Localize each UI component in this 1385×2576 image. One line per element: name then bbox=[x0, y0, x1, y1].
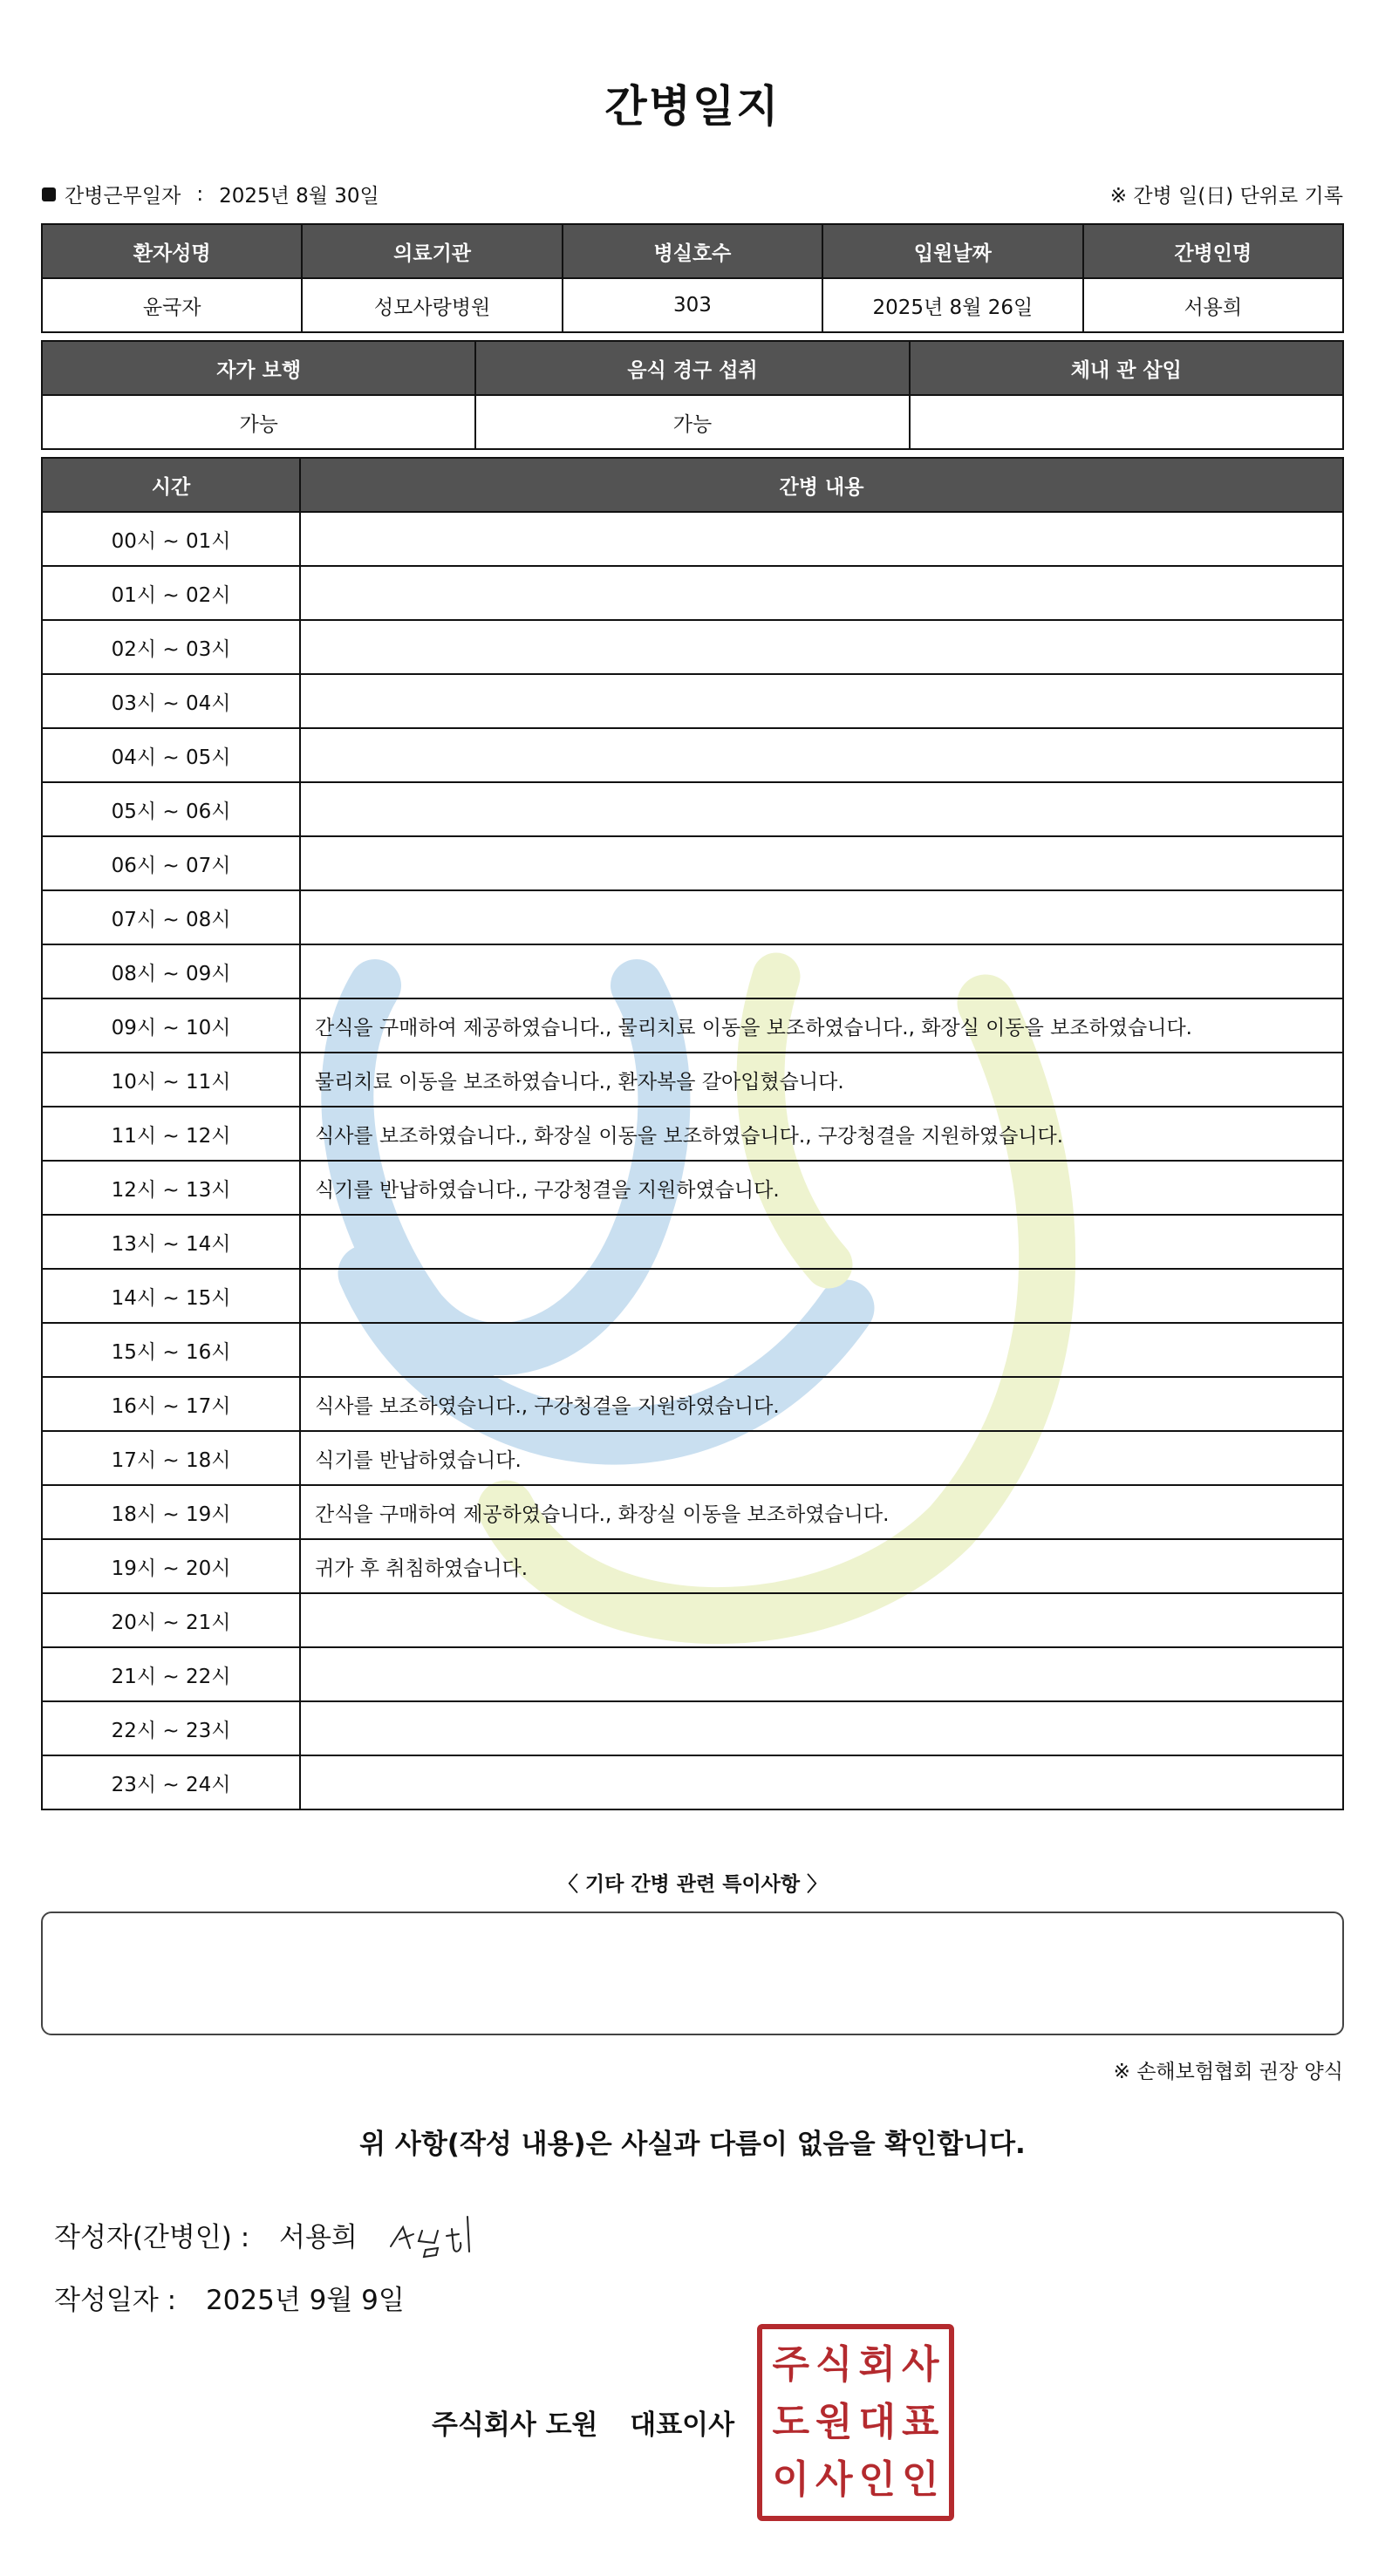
company-name: 주식회사 도원 bbox=[432, 2409, 598, 2441]
time-slot: 04시 ~ 05시 bbox=[42, 728, 300, 782]
time-slot: 05시 ~ 06시 bbox=[42, 782, 300, 836]
writer-line bbox=[54, 2215, 358, 2254]
time-slot: 07시 ~ 08시 bbox=[42, 890, 300, 944]
care-content bbox=[300, 782, 1343, 836]
seal-character: 이 bbox=[772, 2457, 809, 2502]
bullet-square-icon bbox=[42, 187, 56, 201]
seal-character: 사 bbox=[901, 2342, 939, 2387]
table-row bbox=[42, 1215, 1343, 1269]
care-content: 귀가 후 취침하였습니다. bbox=[300, 1539, 1343, 1593]
time-slot: 13시 ~ 14시 bbox=[42, 1215, 300, 1269]
page-title: 간병일지 bbox=[604, 81, 781, 132]
header-care-content: 간병 내용 bbox=[300, 458, 1343, 512]
company-seal-stamp bbox=[757, 2324, 954, 2521]
time-slot: 15시 ~ 16시 bbox=[42, 1323, 300, 1377]
table-row bbox=[42, 620, 1343, 674]
table-row bbox=[42, 566, 1343, 620]
care-content bbox=[300, 890, 1343, 944]
patient-status-table bbox=[41, 340, 1344, 450]
table-row bbox=[42, 1377, 1343, 1431]
work-date bbox=[42, 180, 379, 208]
time-slot: 14시 ~ 15시 bbox=[42, 1269, 300, 1323]
table-row bbox=[42, 1053, 1343, 1107]
time-slot: 11시 ~ 12시 bbox=[42, 1107, 300, 1161]
hospital-name: 성모사랑병원 bbox=[302, 278, 562, 332]
seal-character: 인 bbox=[858, 2457, 896, 2502]
care-content bbox=[300, 1215, 1343, 1269]
table-row bbox=[42, 674, 1343, 728]
care-log-body bbox=[42, 512, 1343, 1809]
care-content: 식사를 보조하였습니다., 화장실 이동을 보조하였습니다., 구강청결을 지원하였습니다. bbox=[300, 1107, 1343, 1161]
care-content: 물리치료 이동을 보조하였습니다., 환자복을 갈아입혔습니다. bbox=[300, 1053, 1343, 1107]
table-row bbox=[42, 1431, 1343, 1485]
table-row bbox=[42, 1161, 1343, 1215]
table-row bbox=[42, 1539, 1343, 1593]
time-slot: 19시 ~ 20시 bbox=[42, 1539, 300, 1593]
writer-name: 서용희 bbox=[279, 2222, 358, 2253]
header-self-walking: 자가 보행 bbox=[42, 341, 475, 395]
written-date-value: 2025년 9월 9일 bbox=[205, 2285, 405, 2316]
header-admission-date: 입원날짜 bbox=[822, 224, 1082, 278]
table-row bbox=[42, 1755, 1343, 1809]
header-time: 시간 bbox=[42, 458, 300, 512]
representative-title: 대표이사 bbox=[630, 2409, 735, 2441]
care-content bbox=[300, 1647, 1343, 1701]
care-content bbox=[300, 1269, 1343, 1323]
table-row bbox=[42, 1107, 1343, 1161]
header-tube-insertion: 체내 관 삽입 bbox=[910, 341, 1343, 395]
care-content bbox=[300, 674, 1343, 728]
header-room-number: 병실호수 bbox=[563, 224, 822, 278]
seal-character: 인 bbox=[901, 2457, 939, 2502]
daily-record-note: ※ 간병 일(日) 단위로 기록 bbox=[1109, 185, 1343, 208]
remarks-title: 〈 기타 간병 관련 특이사항 〉 bbox=[557, 1873, 828, 1896]
header-patient-name: 환자성명 bbox=[42, 224, 302, 278]
seal-character: 표 bbox=[901, 2400, 939, 2444]
written-date bbox=[54, 2278, 405, 2317]
header-hospital: 의료기관 bbox=[302, 224, 562, 278]
time-slot: 06시 ~ 07시 bbox=[42, 836, 300, 890]
care-content: 간식을 구매하여 제공하였습니다., 물리치료 이동을 보조하였습니다., 화장실 이동을 보조하였습니다. bbox=[300, 998, 1343, 1053]
seal-character: 사 bbox=[815, 2457, 853, 2502]
seal-character: 원 bbox=[815, 2400, 853, 2444]
tube-insertion-value bbox=[910, 395, 1343, 449]
table-row bbox=[42, 782, 1343, 836]
writer-label: 작성자(간병인) : bbox=[54, 2222, 250, 2253]
table-row bbox=[42, 890, 1343, 944]
care-content bbox=[300, 1593, 1343, 1647]
patient-info-table bbox=[41, 223, 1344, 333]
remarks-box bbox=[41, 1912, 1344, 2035]
care-content: 간식을 구매하여 제공하였습니다., 화장실 이동을 보조하였습니다. bbox=[300, 1485, 1343, 1539]
time-slot: 17시 ~ 18시 bbox=[42, 1431, 300, 1485]
table-row bbox=[42, 1593, 1343, 1647]
time-slot: 00시 ~ 01시 bbox=[42, 512, 300, 566]
table-row bbox=[42, 944, 1343, 998]
time-slot: 01시 ~ 02시 bbox=[42, 566, 300, 620]
care-content bbox=[300, 944, 1343, 998]
care-content bbox=[300, 620, 1343, 674]
seal-character: 도 bbox=[772, 2400, 809, 2444]
care-content bbox=[300, 1701, 1343, 1755]
work-date-value: 2025년 8월 30일 bbox=[219, 185, 379, 208]
care-content: 식기를 반납하였습니다., 구강청결을 지원하였습니다. bbox=[300, 1161, 1343, 1215]
care-content bbox=[300, 728, 1343, 782]
work-date-label: 간병근무일자 bbox=[65, 185, 181, 208]
care-content bbox=[300, 1323, 1343, 1377]
time-slot: 10시 ~ 11시 bbox=[42, 1053, 300, 1107]
seal-character: 회 bbox=[858, 2342, 896, 2387]
time-slot: 09시 ~ 10시 bbox=[42, 998, 300, 1053]
care-content bbox=[300, 1755, 1343, 1809]
time-slot: 22시 ~ 23시 bbox=[42, 1701, 300, 1755]
time-slot: 21시 ~ 22시 bbox=[42, 1647, 300, 1701]
table-row bbox=[42, 1647, 1343, 1701]
care-log-table bbox=[41, 457, 1344, 1810]
time-slot: 23시 ~ 24시 bbox=[42, 1755, 300, 1809]
table-row bbox=[42, 998, 1343, 1053]
care-content bbox=[300, 566, 1343, 620]
work-date-separator: : bbox=[196, 182, 204, 206]
confirmation-statement: 위 사항(작성 내용)은 사실과 다름이 없음을 확인합니다. bbox=[359, 2129, 1026, 2160]
table-row bbox=[42, 512, 1343, 566]
patient-name: 윤국자 bbox=[42, 278, 302, 332]
caregiver-name: 서용희 bbox=[1083, 278, 1343, 332]
care-content bbox=[300, 512, 1343, 566]
care-content: 식기를 반납하였습니다. bbox=[300, 1431, 1343, 1485]
time-slot: 12시 ~ 13시 bbox=[42, 1161, 300, 1215]
seal-character: 대 bbox=[858, 2400, 896, 2444]
table-row bbox=[42, 1269, 1343, 1323]
table-row bbox=[42, 836, 1343, 890]
room-number: 303 bbox=[563, 278, 822, 332]
table-row bbox=[42, 1323, 1343, 1377]
care-content: 식사를 보조하였습니다., 구강청결을 지원하였습니다. bbox=[300, 1377, 1343, 1431]
seal-characters bbox=[769, 2336, 942, 2509]
time-slot: 18시 ~ 19시 bbox=[42, 1485, 300, 1539]
header-oral-intake: 음식 경구 섭취 bbox=[475, 341, 909, 395]
admission-date: 2025년 8월 26일 bbox=[822, 278, 1082, 332]
self-walking-value: 가능 bbox=[42, 395, 475, 449]
time-slot: 20시 ~ 21시 bbox=[42, 1593, 300, 1647]
time-slot: 16시 ~ 17시 bbox=[42, 1377, 300, 1431]
table-row bbox=[42, 1701, 1343, 1755]
table-row bbox=[42, 728, 1343, 782]
header-caregiver-name: 간병인명 bbox=[1083, 224, 1343, 278]
seal-character: 식 bbox=[815, 2342, 853, 2387]
handwritten-signature bbox=[384, 2205, 541, 2266]
seal-character: 주 bbox=[772, 2342, 809, 2387]
care-content bbox=[300, 836, 1343, 890]
time-slot: 02시 ~ 03시 bbox=[42, 620, 300, 674]
form-source-note: ※ 손해보험협회 권장 양식 bbox=[1113, 2061, 1343, 2083]
written-date-label: 작성일자 : bbox=[54, 2285, 177, 2316]
oral-intake-value: 가능 bbox=[475, 395, 909, 449]
time-slot: 08시 ~ 09시 bbox=[42, 944, 300, 998]
table-row bbox=[42, 1485, 1343, 1539]
company-line bbox=[432, 2402, 734, 2442]
time-slot: 03시 ~ 04시 bbox=[42, 674, 300, 728]
